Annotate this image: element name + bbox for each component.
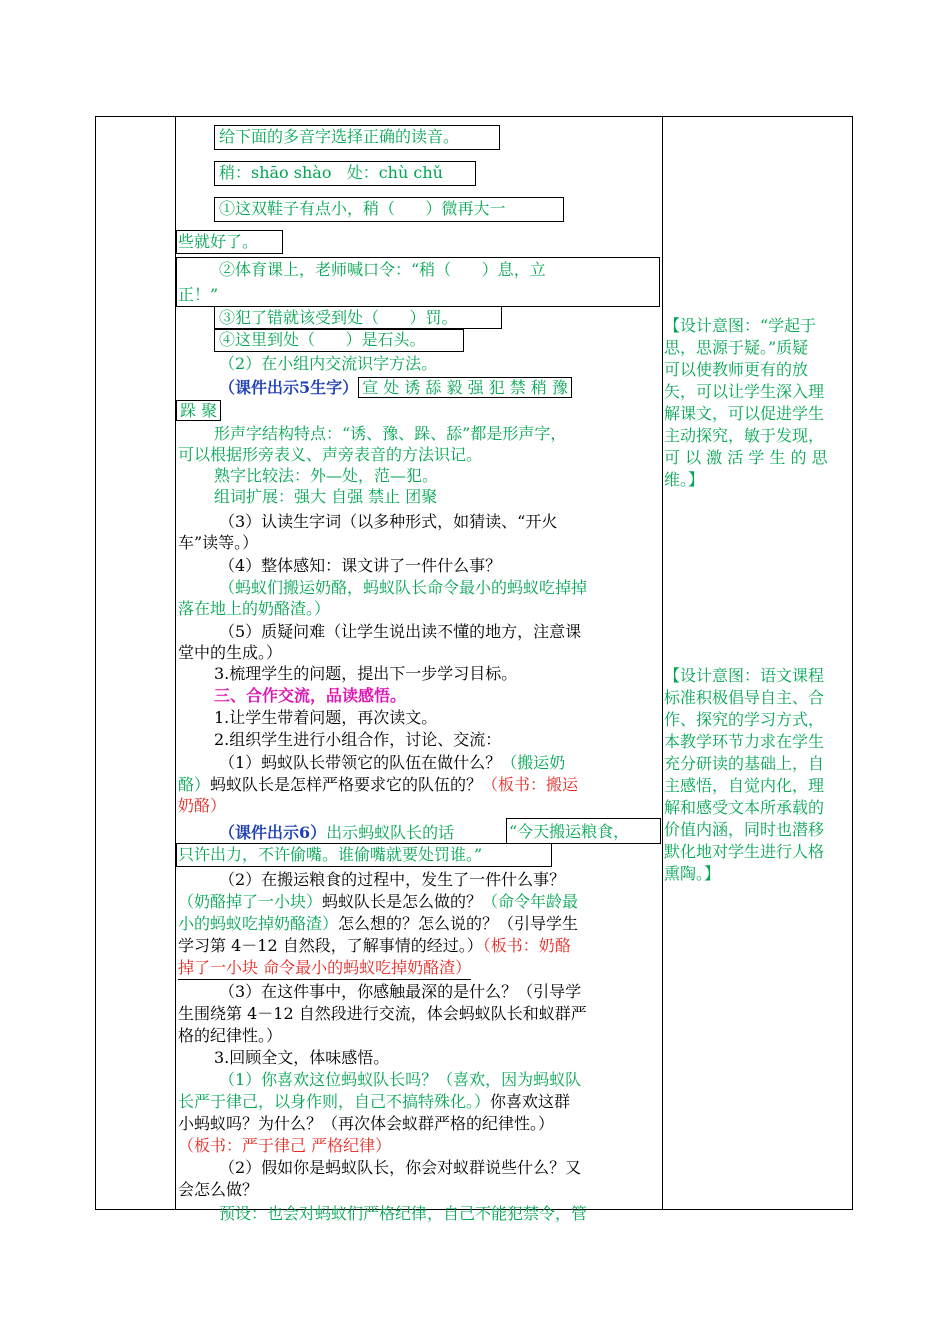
intent-2-line: 本教学环节力求在学生 xyxy=(664,732,825,751)
step-5a: （5）质疑问难（让学生说出读不懂的地方，注意课 xyxy=(219,622,582,641)
question-2a: ②体育课上，老师喊口令：“稍（ ）息，立 xyxy=(219,260,546,279)
q31-answer: （搬运奶 xyxy=(501,753,566,772)
q32-guide: 学习第 4－12 自然段，了解事情的经过。） xyxy=(178,936,483,955)
section-3-item-3: 3.回顾全文，体味感悟。 xyxy=(214,1048,390,1067)
question-4: ④这里到处（ ）是石头。 xyxy=(219,330,426,349)
familiar-compare: 熟字比较法：外—处，范—犯。 xyxy=(214,466,439,485)
q34-question-2: 你喜欢这群 xyxy=(490,1092,571,1111)
q33-line-a: （3）在这件事中，你感触最深的是什么？（引导学 xyxy=(219,982,582,1001)
word-expansion: 组词扩展：强大 自强 禁止 团聚 xyxy=(214,487,438,506)
slide-5-chars-b: 跺 聚 xyxy=(176,400,221,421)
q34-line-a: （1）你喜欢这位蚂蚁队长吗？（喜欢，因为蚂蚁队 xyxy=(219,1070,582,1089)
question-1b: 些就好了。 xyxy=(178,232,259,251)
q33-line-c: 格的纪律性。） xyxy=(178,1026,283,1045)
preset-answer: 预设：也会对蚂蚁们严格纪律，自己不能犯禁令，管 xyxy=(219,1204,588,1223)
q32-board-end: 掉了一小块 命令最小的蚂蚁吃掉奶酪渣） xyxy=(178,957,471,980)
answer-4b: 落在地上的奶酪渣。） xyxy=(178,599,331,618)
q31-line-b xyxy=(178,774,578,796)
slide-5-line xyxy=(219,377,572,399)
q32-answer-2-end: 小的蚂蚁吃掉奶酪渣） xyxy=(178,914,339,933)
q32-line-b xyxy=(178,891,578,913)
polyphone-intro: 给下面的多音字选择正确的读音。 xyxy=(219,127,460,146)
intent-2-line: 作、探究的学习方式， xyxy=(664,710,825,729)
q32-answer-2: （命令年龄最 xyxy=(482,892,579,911)
slide-6-label: （课件出示6） xyxy=(219,823,327,842)
q32-line-d xyxy=(178,935,571,957)
q32-line-c xyxy=(178,913,578,935)
item-3: 3.梳理学生的问题，提出下一步学习目标。 xyxy=(214,664,518,683)
intent-2-line: 【设计意图：语文课程 xyxy=(664,666,825,685)
q34-line-c: 小蚂蚁吗？为什么？（再次体会蚁群严格的纪律性。） xyxy=(178,1114,555,1133)
intent-2-line: 充分研读的基础上，自 xyxy=(664,754,825,773)
intent-1-line: 思，思源于疑。”质疑 xyxy=(664,338,809,357)
step-3b: 车”读等。） xyxy=(178,533,259,552)
slide-5-chars: 宣 处 诱 舔 毅 强 犯 禁 稍 豫 xyxy=(358,377,572,398)
q32-question-2: 蚂蚁队长是怎么做的？ xyxy=(322,892,483,911)
intent-2-line: 价值内涵，同时也潜移 xyxy=(664,820,825,839)
q31-board: （板书：搬运 xyxy=(482,775,579,794)
q34-line-b xyxy=(178,1091,570,1113)
step-2: （2）在小组内交流识字方法。 xyxy=(219,354,438,373)
slide-6-quote-b: 只许出力，不许偷嘴。谁偷嘴就要处罚谁。” xyxy=(178,845,483,864)
q32-question-3: 怎么想的？怎么说的？（引导学生 xyxy=(338,914,579,933)
intent-1-line: 矢，可以让学生深入理 xyxy=(664,382,825,401)
step-3a: （3）认读生字词（以多种形式，如猜读、“开火 xyxy=(219,512,558,531)
slide-5-line-b xyxy=(176,400,221,422)
q31-question-2: 蚂蚁队长是怎样严格要求它的队伍的？ xyxy=(210,775,483,794)
section-3-item-2: 2.组织学生进行小组合作，讨论、交流： xyxy=(214,730,502,749)
slide-5-label: （课件出示5生字） xyxy=(219,378,359,397)
intent-1-line: 主动探究，敏于发现， xyxy=(664,426,825,445)
step-5b: 堂中的生成。） xyxy=(178,643,283,662)
section-3-heading: 三、合作交流，品读感悟。 xyxy=(214,686,407,705)
polyphone-pinyin: 稍：shāo shào 处：chù chǔ xyxy=(219,163,443,182)
q31-text: （1）蚂蚁队长带领它的队伍在做什么？ xyxy=(219,753,502,772)
intent-2-line: 标准积极倡导自主、合 xyxy=(664,688,825,707)
slide-6-line xyxy=(219,822,454,844)
answer-4a: （蚂蚁们搬运奶酪，蚂蚁队长命令最小的蚂蚁吃掉掉 xyxy=(219,578,588,597)
q32-board: （板书：奶酪 xyxy=(482,936,571,955)
intent-1-line: 维。】 xyxy=(664,470,705,489)
phonogram-b: 可以根据形旁表义、声旁表音的方法识记。 xyxy=(178,445,483,464)
step-4: （4）整体感知：课文讲了一件什么事？ xyxy=(219,556,502,575)
lesson-plan-table xyxy=(95,116,853,1223)
intent-2-line: 解和感受文本所承载的 xyxy=(664,798,825,817)
q33-line-b: 生围绕第 4－12 自然段进行交流，体会蚂蚁队长和蚁群严 xyxy=(178,1004,587,1023)
q31-answer-end: 酪） xyxy=(178,775,211,794)
q32-answer-1: （奶酪掉了一小块） xyxy=(178,892,323,911)
q35-line-b: 会怎么做？ xyxy=(178,1180,259,1199)
intent-2-line: 默化地对学生进行人格 xyxy=(664,842,825,861)
section-3-item-1: 1.让学生带着问题，再次读文。 xyxy=(214,708,438,727)
q34-answer: 长严于律己，以身作则，自己不搞特殊化。） xyxy=(178,1092,491,1111)
intent-1-line: 解课文，可以促进学生 xyxy=(664,404,825,423)
question-3: ③犯了错就该受到处（ ）罚。 xyxy=(219,308,458,327)
q34-board: （板书：严于律己 严格纪律） xyxy=(178,1136,392,1155)
intent-2-line: 主感悟，自觉内化，理 xyxy=(664,776,825,795)
q31-board-end: 奶酪） xyxy=(178,796,227,815)
question-2b: 正！” xyxy=(178,285,219,304)
q31-line-a xyxy=(219,752,565,774)
slide-6-text: 出示蚂蚁队长的话 xyxy=(326,823,455,842)
slide-6-quote-a: “今天搬运粮食， xyxy=(509,822,630,841)
phonogram-a: 形声字结构特点：“诱、豫、跺、舔”都是形声字， xyxy=(214,424,567,443)
intent-2-line: 熏陶。】 xyxy=(664,864,721,883)
intent-1-line: 可以使教师更有的放 xyxy=(664,360,809,379)
column-divider-right xyxy=(662,117,663,1209)
intent-1-line: 【设计意图：“学起于 xyxy=(664,316,817,335)
question-1a: ①这双鞋子有点小，稍（ ）微再大一 xyxy=(219,199,506,218)
intent-1-line: 可 以 激 活 学 生 的 思 xyxy=(664,448,828,467)
q35-line-a: （2）假如你是蚂蚁队长，你会对蚁群说些什么？又 xyxy=(219,1158,582,1177)
q32-line-a: （2）在搬运粮食的过程中，发生了一件什么事？ xyxy=(219,870,566,889)
